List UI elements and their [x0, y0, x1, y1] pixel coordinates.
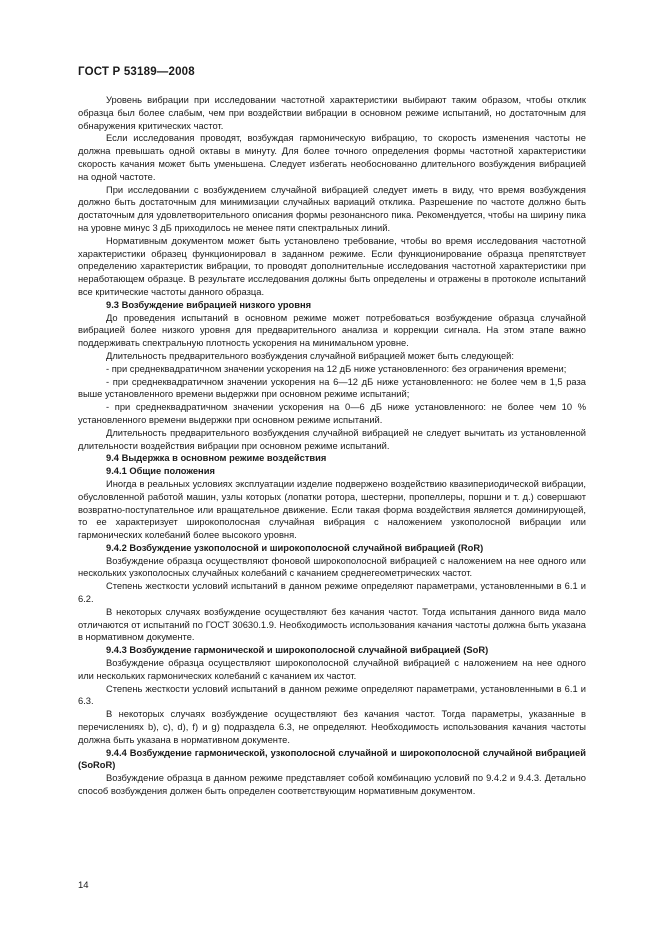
subsection-heading: 9.4.3 Возбуждение гармонической и широкополосной случайной вибрацией (SoR)	[106, 645, 489, 656]
document-body	[78, 94, 586, 798]
paragraph: В некоторых случаях возбуждение осуществляют без качания частот. Тогда параметры, указанные в перечислениях b), c), d), f) и g) подраздела 6.3, не определяют. Необходимость использования качания частоты должна быть указана в нормативном документе.	[78, 709, 586, 745]
paragraph: При исследовании с возбуждением случайной вибрацией следует иметь в виду, что время возбуждения должно быть достаточным для минимизации случайных вариаций отклика. Разрешение по частоте должно быть достаточным для удовлетворительного описания формы резонансного пика. Рекомендуется, чтобы на ширину пика на уровне минус 3 дБ приходилось не менее пяти спектральных линий.	[78, 184, 586, 233]
paragraph: Если исследования проводят, возбуждая гармоническую вибрацию, то скорость изменения частоты не должна превышать одной октавы в минуту. Для более точного определения формы частотной характеристики скорость качания может быть уменьшена. Следует избегать необоснованно длительного возбуждения вибрацией на одной частоте.	[78, 133, 586, 182]
subsection-heading: 9.4.2 Возбуждение узкополосной и широкополосной случайной вибрацией (RoR)	[106, 542, 484, 553]
paragraph: В некоторых случаях возбуждение осуществляют без качания частот. Тогда испытания данного вида мало отличаются от испытаний по ГОСТ 30630.1.9. Необходимость использования качания частоты должна быть указана в нормативном документе.	[78, 606, 586, 643]
paragraph: Степень жесткости условий испытаний в данном режиме определяют параметрами, установленными в 6.1 и 6.3.	[78, 683, 586, 707]
paragraph: До проведения испытаний в основном режиме может потребоваться возбуждение образца случайной вибрацией более низкого уровня для предварительного анализа и коррекции сигнала. На этом этапе важно поддерживать спектральную плотность ускорения на минимальном уровне.	[78, 312, 586, 349]
page-number: 14	[78, 880, 89, 891]
list-item: - при среднеквадратичном значении ускорения на 6—12 дБ ниже установленного: не более чем в 1,5 раза выше установленного времени выдержки при основном режиме испытаний;	[78, 376, 586, 400]
list-item: - при среднеквадратичном значении ускорения на 0—6 дБ ниже установленного: не более чем 10 % установленного времени выдержки при основном режиме испытаний.	[78, 402, 586, 425]
list-item: - при среднеквадратичном значении ускорения на 12 дБ ниже установленного: без ограничения времени;	[106, 363, 567, 374]
paragraph: Возбуждение образца осуществляют широкополосной случайной вибрацией с наложением на нее одного или нескольких гармонических колебаний с качанием их частот.	[78, 658, 586, 681]
paragraph: Уровень вибрации при исследовании частотной характеристики выбирают таким образом, чтобы отклик образца был более слабым, чем при воздействии вибрации в основном режиме испытаний, но достаточным для обнаружения критических частот.	[78, 95, 586, 131]
paragraph: Иногда в реальных условиях эксплуатации изделие подвержено воздействию квазипериодической вибрации, обусловленной работой машин, узлы которых (лопатки ротора, шестерни, пропеллеры, поршни и т. д.) совершают возвратно-поступательное или вращательное движение. Если такая форма воздействия является доминирующей, то ее характеризует широкополосная случайная вибрация с наложением узкополосной вибрации или гармонических колебаний более высокого уровня.	[78, 478, 586, 541]
section-heading: 9.4 Выдержка в основном режиме воздействия	[106, 453, 327, 464]
paragraph: Степень жесткости условий испытаний в данном режиме определяют параметрами, установленными в 6.1 и 6.2.	[78, 581, 586, 605]
paragraph: Возбуждение образца осуществляют фоновой широкополосной вибрацией с наложением на нее одного или нескольких узкополосных случайных колебаний с качанием среднегеометрических частот.	[78, 555, 586, 579]
document-header: ГОСТ Р 53189—2008	[78, 66, 195, 78]
subsection-heading: 9.4.1 Общие положения	[106, 466, 215, 477]
subsection-heading: 9.4.4 Возбуждение гармонической, узкополосной случайной и широкополосной случайной вибрацией (SoRoR)	[78, 747, 586, 771]
section-heading: 9.3 Возбуждение вибрацией низкого уровня	[106, 299, 312, 310]
paragraph: Нормативным документом может быть установлено требование, чтобы во время исследования частотной характеристики образец функционировал в заданном режиме. Если функционирование образца препятствует определению характеристик вибрации, то проводят дополнительные исследования частотной характеристики при неработающем образце. В результате исследования должны быть определены и отражены в протоколе испытаний все критические частоты данного образца.	[78, 235, 586, 297]
paragraph: Длительность предварительного возбуждения случайной вибрацией не следует вычитать из установленной длительности воздействия вибрации при основном режиме испытаний.	[78, 427, 586, 451]
paragraph: Возбуждение образца в данном режиме представляет собой комбинацию условий по 9.4.2 и 9.4.3. Детально способ возбуждения должен быть определен соответствующим нормативным документом.	[78, 773, 586, 797]
paragraph: Длительность предварительного возбуждения случайной вибрацией может быть следующей:	[106, 350, 514, 361]
